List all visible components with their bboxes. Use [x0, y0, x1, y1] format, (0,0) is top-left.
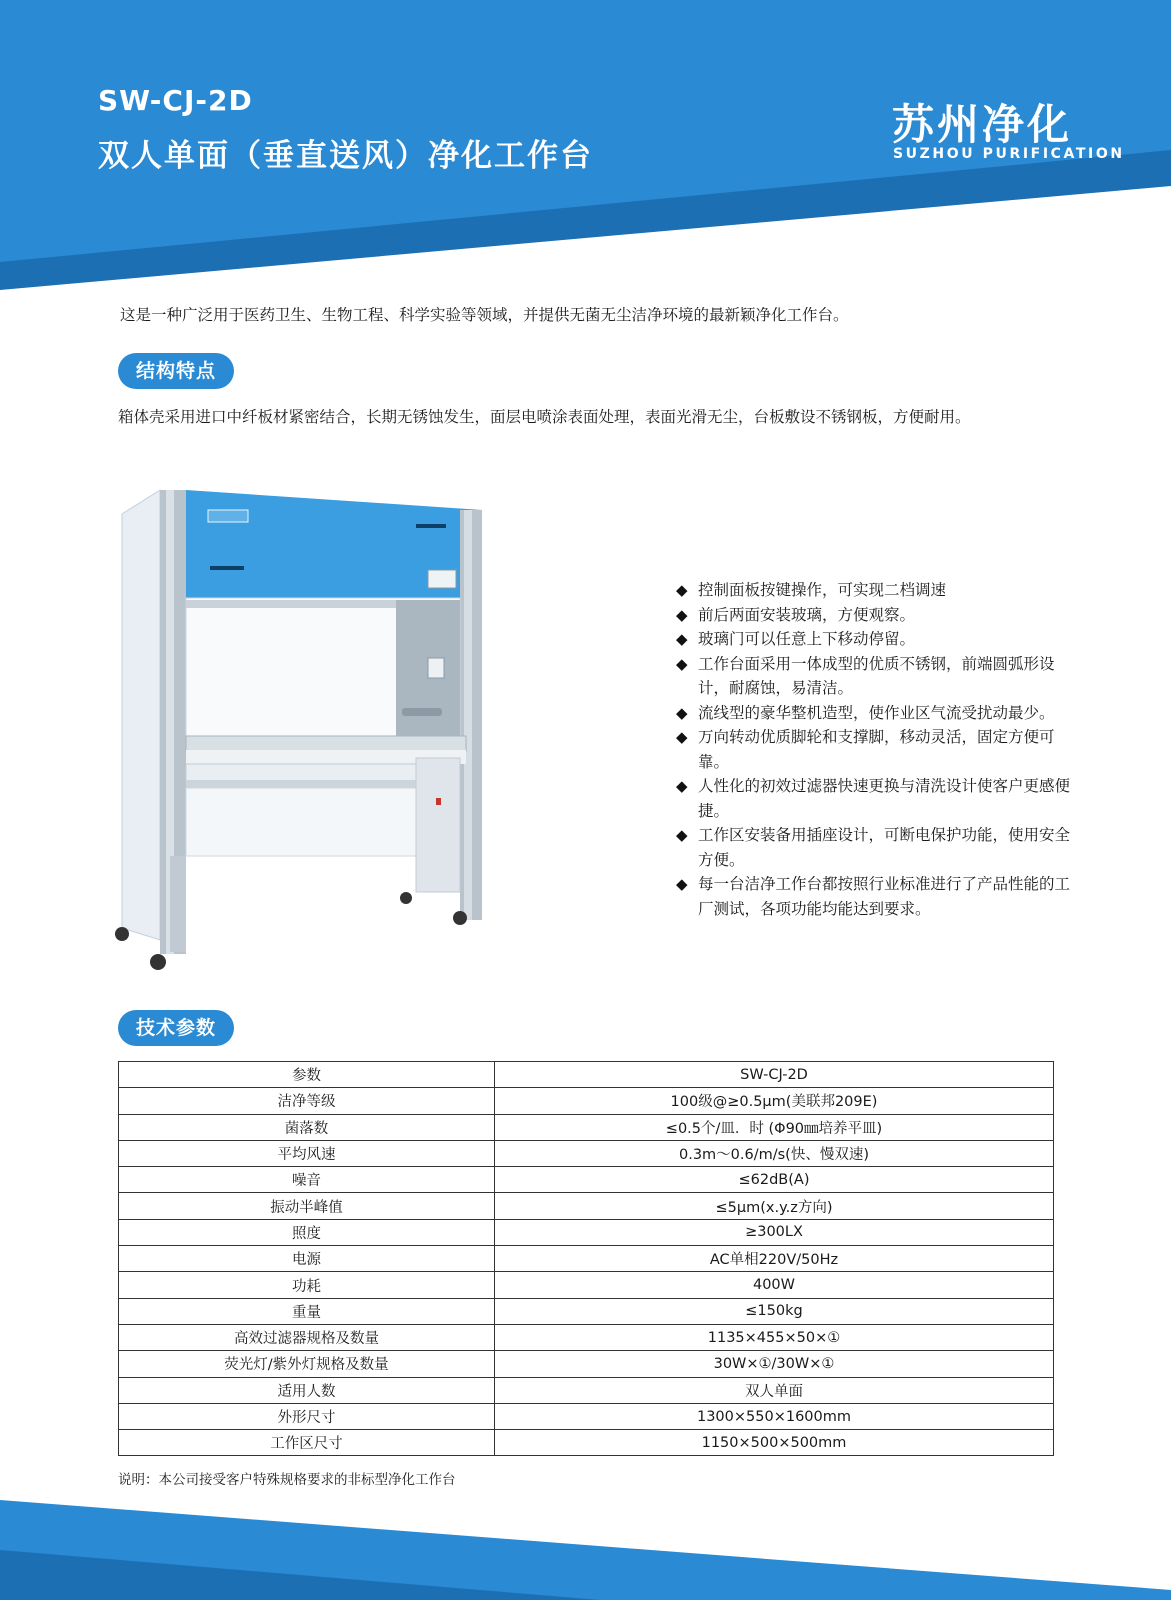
feature-item: ◆ 人性化的初效过滤器快速更换与清洗设计使客户更感便捷。	[676, 774, 1076, 823]
spec-value: 双人单面	[495, 1377, 1054, 1403]
table-row	[119, 1167, 1054, 1193]
feature-item: ◆ 流线型的豪华整机造型，使作业区气流受扰动最少。	[676, 701, 1076, 726]
footer-background	[0, 1440, 1171, 1600]
table-row	[119, 1246, 1054, 1272]
diamond-bullet-icon: ◆	[676, 728, 688, 746]
table-row	[119, 1403, 1054, 1429]
feature-item: ◆ 万向转动优质脚轮和支撑脚，移动灵活，固定方便可靠。	[676, 725, 1076, 774]
spec-param: 高效过滤器规格及数量	[119, 1324, 495, 1350]
structure-description: 箱体壳采用进口中纤板材紧密结合，长期无锈蚀发生，面层电喷涂表面处理，表面光滑无尘，台板敷设不锈钢板，方便耐用。	[118, 408, 971, 426]
brand-logo-chinese: 苏州净化	[892, 100, 1073, 149]
spec-value: 1135×455×50×①	[495, 1324, 1054, 1350]
spec-param: 工作区尺寸	[119, 1430, 495, 1456]
spec-value: ≥300LX	[495, 1219, 1054, 1245]
spec-param: 功耗	[119, 1272, 495, 1298]
diamond-bullet-icon: ◆	[676, 630, 688, 648]
spec-param: 外形尺寸	[119, 1403, 495, 1429]
diamond-bullet-icon: ◆	[676, 605, 688, 624]
spec-param: 噪音	[119, 1167, 495, 1193]
spec-param: 洁净等级	[119, 1088, 495, 1114]
feature-item: ◆ 前后两面安装玻璃，方便观察。	[676, 603, 1076, 628]
diamond-bullet-icon: ◆	[676, 654, 688, 673]
table-row	[119, 1272, 1054, 1298]
section-label-specs: 技术参数	[118, 1010, 234, 1046]
feature-item: ◆ 工作台面采用一体成型的优质不锈钢，前端圆弧形设计，耐腐蚀，易清洁。	[676, 652, 1076, 701]
table-row	[119, 1324, 1054, 1350]
diamond-bullet-icon: ◆	[676, 777, 688, 795]
intro-text: 这是一种广泛用于医药卫生、生物工程、科学实验等领域，并提供无菌无尘洁净环境的最新颖净化工作台。	[120, 306, 849, 324]
table-row	[119, 1377, 1054, 1403]
spec-value: 30W×①/30W×①	[495, 1351, 1054, 1377]
spec-param: 重量	[119, 1298, 495, 1324]
spec-param: 振动半峰值	[119, 1193, 495, 1219]
feature-item: ◆ 工作区安装备用插座设计，可断电保护功能，使用安全方便。	[676, 823, 1076, 872]
table-row	[119, 1140, 1054, 1166]
spec-value: ≤0.5个/皿．时 (Φ90㎜培养平皿)	[495, 1114, 1054, 1140]
table-row	[119, 1114, 1054, 1140]
spec-value: AC单相220V/50Hz	[495, 1246, 1054, 1272]
feature-item: ◆ 玻璃门可以任意上下移动停留。	[676, 627, 1076, 652]
diamond-bullet-icon: ◆	[676, 581, 688, 599]
features-list	[676, 578, 1076, 921]
spec-value: ≤62dB(A)	[495, 1167, 1054, 1193]
spec-param: 电源	[119, 1246, 495, 1272]
clean-bench-product-image	[110, 488, 510, 998]
spec-param: 适用人数	[119, 1377, 495, 1403]
spec-param: 平均风速	[119, 1140, 495, 1166]
page-title: 双人单面（垂直送风）净化工作台	[98, 138, 593, 174]
spec-param: 参数	[119, 1062, 495, 1088]
spec-param: 荧光灯/紫外灯规格及数量	[119, 1351, 495, 1377]
table-row	[119, 1298, 1054, 1324]
spec-value: SW-CJ-2D	[495, 1062, 1054, 1088]
table-row	[119, 1088, 1054, 1114]
diamond-bullet-icon: ◆	[676, 826, 688, 844]
spec-value: 100级@≥0.5μm(美联邦209E)	[495, 1088, 1054, 1114]
model-number: SW-CJ-2D	[98, 84, 253, 117]
spec-value: 400W	[495, 1272, 1054, 1298]
feature-item: ◆ 每一台洁净工作台都按照行业标准进行了产品性能的工厂测试，各项功能均能达到要求。	[676, 872, 1076, 921]
footer-note: 说明：本公司接受客户特殊规格要求的非标型净化工作台	[118, 1472, 456, 1488]
table-row	[119, 1351, 1054, 1377]
spec-value: ≤150kg	[495, 1298, 1054, 1324]
table-row	[119, 1062, 1054, 1088]
section-label-structure: 结构特点	[118, 353, 234, 389]
spec-value: 0.3m～0.6/m/s(快、慢双速)	[495, 1140, 1054, 1166]
spec-param: 菌落数	[119, 1114, 495, 1140]
spec-value: 1150×500×500mm	[495, 1430, 1054, 1456]
diamond-bullet-icon: ◆	[676, 875, 688, 893]
specs-table	[118, 1061, 1054, 1456]
table-row	[119, 1219, 1054, 1245]
spec-value: ≤5μm(x.y.z方向)	[495, 1193, 1054, 1219]
table-row	[119, 1193, 1054, 1219]
feature-item: ◆ 控制面板按键操作，可实现二档调速	[676, 578, 1076, 603]
spec-value: 1300×550×1600mm	[495, 1403, 1054, 1429]
brand-logo-english: SUZHOU PURIFICATION	[893, 146, 1125, 162]
spec-param: 照度	[119, 1219, 495, 1245]
diamond-bullet-icon: ◆	[676, 703, 688, 722]
